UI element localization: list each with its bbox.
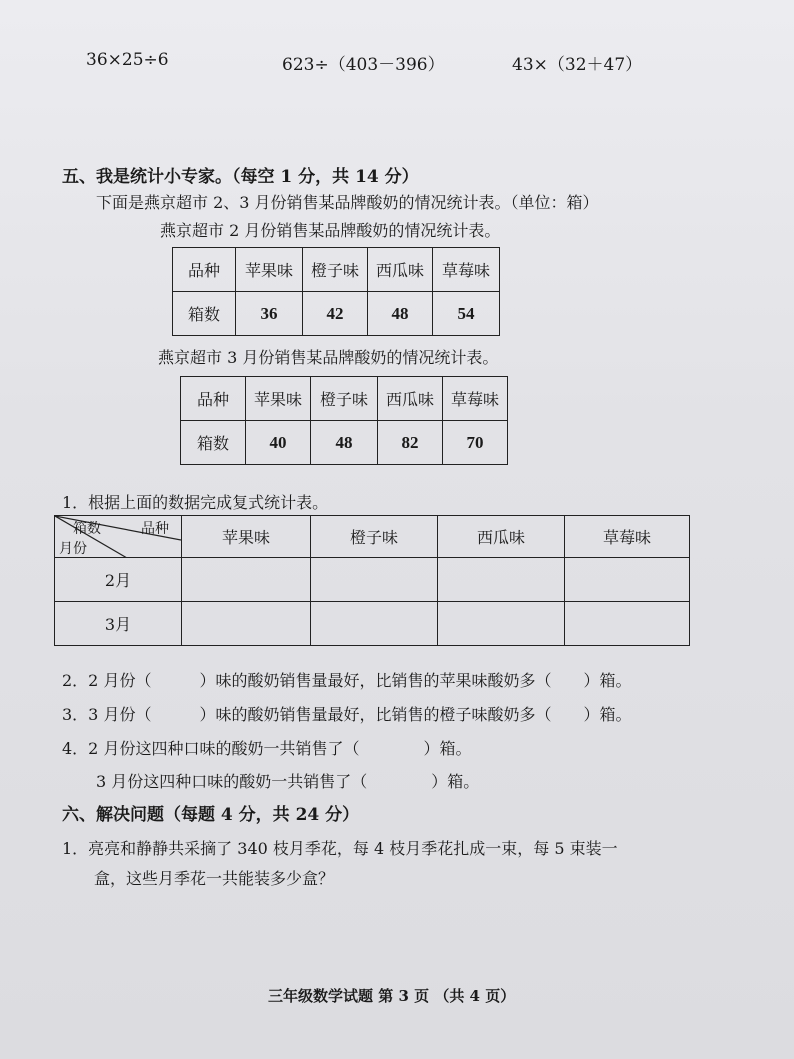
compound-blank-cell[interactable] [565, 558, 690, 602]
table-feb [172, 247, 500, 336]
table-cell: 82 [378, 421, 443, 465]
calc-expression-3: 43×（32＋47） [512, 55, 643, 75]
compound-row-label: 2月 [55, 558, 182, 602]
compound-table [54, 515, 690, 646]
compound-header-cell: 橙子味 [311, 516, 438, 558]
table-cell: 54 [433, 292, 500, 336]
question-5-4a: 4．2 月份这四种口味的酸奶一共销售了（ ）箱。 [62, 739, 472, 758]
section-5-title: 五、我是统计小专家。（每空 1 分，共 14 分） [62, 167, 419, 187]
question-5-3: 3．3 月份（ ）味的酸奶销售量最好，比销售的橙子味酸奶多（ ）箱。 [62, 705, 632, 724]
table-header-cell: 西瓜味 [378, 377, 443, 421]
table-cell: 48 [311, 421, 378, 465]
compound-corner-cell [55, 516, 182, 558]
table-mar-caption: 燕京超市 3 月份销售某品牌酸奶的情况统计表。 [158, 348, 499, 367]
table-header-cell: 西瓜味 [368, 248, 433, 292]
calc-expression-1: 36×25÷6 [86, 50, 169, 70]
table-cell: 70 [443, 421, 508, 465]
table-cell: 48 [368, 292, 433, 336]
compound-blank-cell[interactable] [438, 558, 565, 602]
page-footer: 三年级数学试题 第 3 页 （共 4 页） [268, 987, 516, 1005]
corner-label-flavor: 品种 [141, 521, 169, 537]
compound-blank-cell[interactable] [565, 602, 690, 646]
section-5-intro: 下面是燕京超市 2、3 月份销售某品牌酸奶的情况统计表。（单位：箱） [96, 193, 599, 212]
compound-header-cell: 西瓜味 [438, 516, 565, 558]
table-cell: 42 [303, 292, 368, 336]
compound-blank-cell[interactable] [438, 602, 565, 646]
compound-blank-cell[interactable] [182, 602, 311, 646]
compound-row-mar [55, 602, 690, 646]
table-header-cell: 橙子味 [311, 377, 378, 421]
table-row-label: 箱数 [173, 292, 236, 336]
compound-row-feb [55, 558, 690, 602]
problem-6-1-line1: 1．亮亮和静静共采摘了 340 枝月季花，每 4 枝月季花扎成一束，每 5 束装一 [62, 839, 618, 858]
question-5-1: 1．根据上面的数据完成复式统计表。 [62, 493, 329, 512]
question-5-2: 2．2 月份（ ）味的酸奶销售量最好，比销售的苹果味酸奶多（ ）箱。 [62, 671, 632, 690]
corner-label-count: 箱数 [73, 521, 101, 537]
table-cell: 36 [236, 292, 303, 336]
section-6-title: 六、解决问题（每题 4 分，共 24 分） [62, 805, 360, 825]
compound-blank-cell[interactable] [182, 558, 311, 602]
question-5-4b: 3 月份这四种口味的酸奶一共销售了（ ）箱。 [96, 772, 480, 791]
compound-blank-cell[interactable] [311, 558, 438, 602]
compound-blank-cell[interactable] [311, 602, 438, 646]
table-header-cell: 橙子味 [303, 248, 368, 292]
table-header-cell: 品种 [181, 377, 246, 421]
table-header-cell: 草莓味 [433, 248, 500, 292]
table-row-label: 箱数 [181, 421, 246, 465]
table-mar [180, 376, 508, 465]
table-header-cell: 草莓味 [443, 377, 508, 421]
table-header-cell: 苹果味 [246, 377, 311, 421]
calc-expression-2: 623÷（403－396） [282, 55, 445, 75]
table-header-cell: 苹果味 [236, 248, 303, 292]
table-header-cell: 品种 [173, 248, 236, 292]
compound-row-label: 3月 [55, 602, 182, 646]
problem-6-1-line2: 盒，这些月季花一共能装多少盒？ [94, 869, 335, 888]
compound-header-cell: 草莓味 [565, 516, 690, 558]
table-feb-caption: 燕京超市 2 月份销售某品牌酸奶的情况统计表。 [160, 221, 501, 240]
compound-header-cell: 苹果味 [182, 516, 311, 558]
table-cell: 40 [246, 421, 311, 465]
corner-label-month: 月份 [59, 541, 87, 557]
